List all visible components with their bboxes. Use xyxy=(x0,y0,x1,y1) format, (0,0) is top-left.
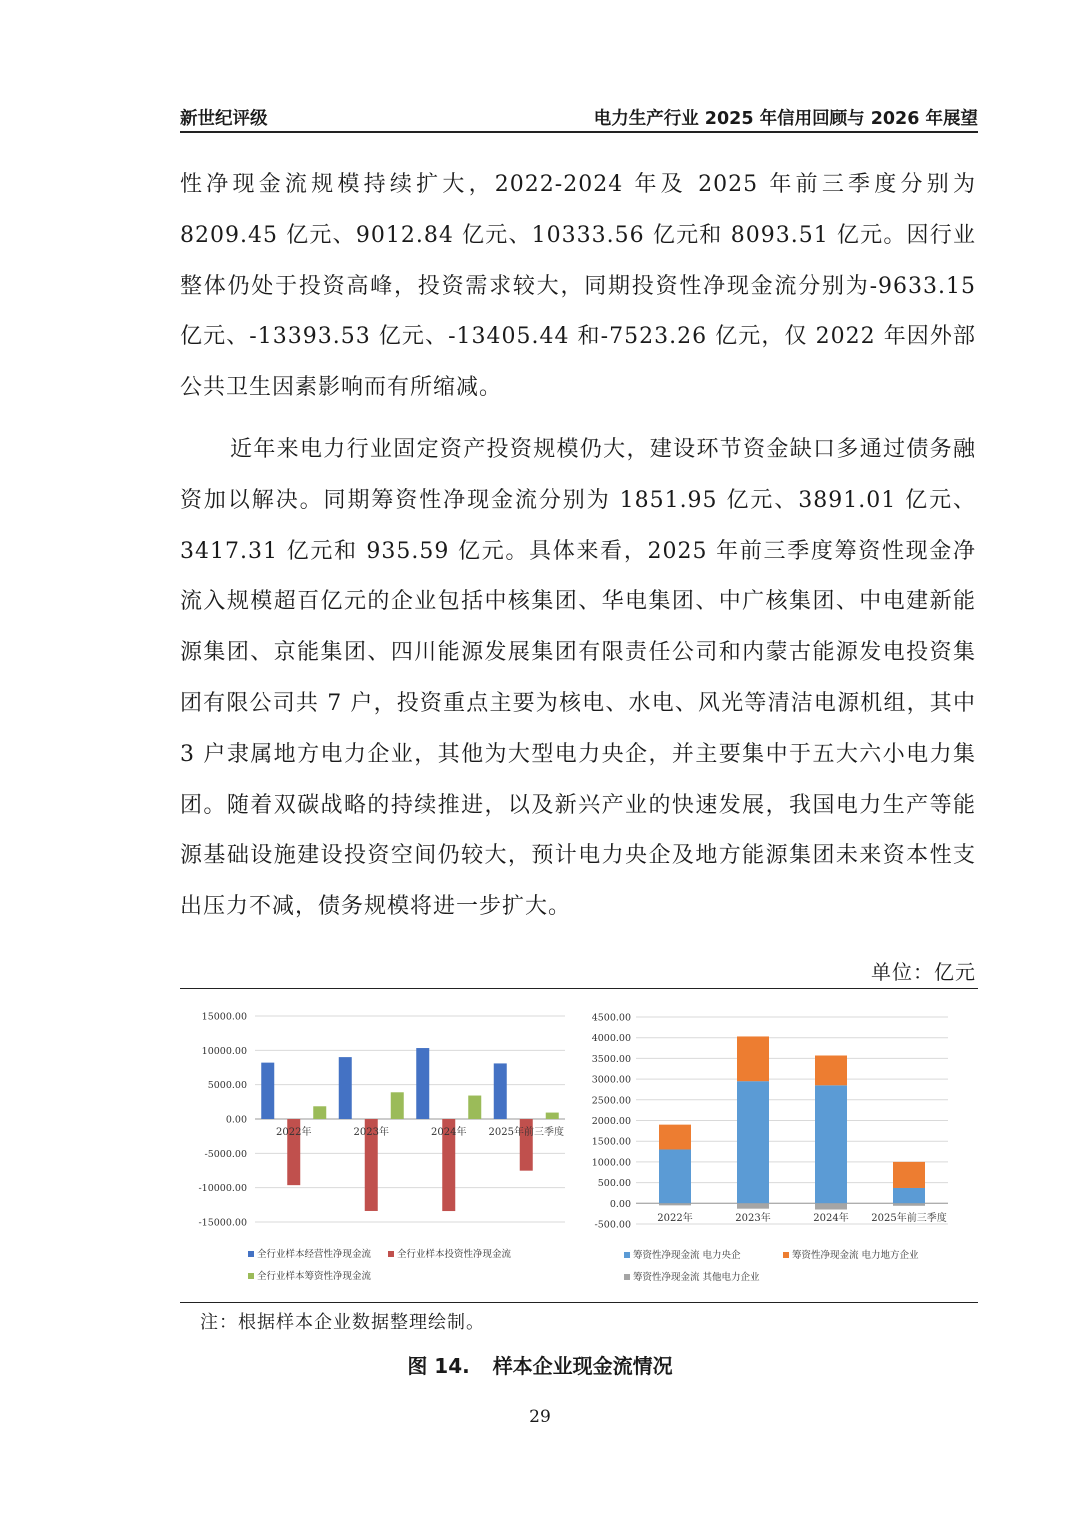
y-tick-label: 3000.00 xyxy=(591,1074,631,1086)
x-tick-label: 2023年 xyxy=(353,1127,389,1138)
x-tick-label: 2023年 xyxy=(735,1213,771,1224)
x-tick-label: 2022年 xyxy=(657,1213,693,1224)
stacked-bar-segment xyxy=(737,1036,769,1081)
legend-label: 筹资性净现金流 其他电力企业 xyxy=(633,1272,760,1283)
header-org: 新世纪评级 xyxy=(180,109,268,129)
stacked-bar-segment xyxy=(737,1203,769,1208)
legend-label: 筹资性净现金流 电力央企 xyxy=(633,1250,741,1261)
y-tick-label: 500.00 xyxy=(597,1178,631,1190)
legend-swatch xyxy=(624,1274,630,1280)
y-tick-label: 4000.00 xyxy=(591,1033,631,1045)
stacked-bar-segment xyxy=(893,1188,925,1203)
stacked-bar-segment xyxy=(815,1203,847,1209)
y-tick-label: 3500.00 xyxy=(591,1053,631,1065)
bar xyxy=(546,1113,559,1119)
y-tick-label: -10000.00 xyxy=(198,1183,247,1195)
figure-title: 样本企业现金流情况 xyxy=(492,1354,673,1378)
x-tick-label: 2022年 xyxy=(276,1127,312,1138)
bar xyxy=(339,1057,352,1119)
figure-caption xyxy=(0,1350,1080,1379)
figure-label: 图 14. xyxy=(407,1354,470,1378)
legend-label: 全行业样本筹资性净现金流 xyxy=(257,1271,372,1282)
legend-label: 全行业样本经营性净现金流 xyxy=(257,1249,372,1260)
legend-swatch xyxy=(624,1252,630,1258)
legend-swatch xyxy=(248,1251,254,1257)
x-tick-label: 2024年 xyxy=(431,1127,467,1138)
y-tick-label: 10000.00 xyxy=(201,1045,247,1057)
y-tick-label: 1000.00 xyxy=(591,1157,631,1169)
chart-cashflow-overall xyxy=(180,996,575,1296)
bar xyxy=(416,1048,429,1119)
page-number: 29 xyxy=(529,1407,551,1427)
stacked-bar-segment xyxy=(659,1125,691,1150)
figure-note: 注：根据样本企业数据整理绘制。 xyxy=(200,1312,485,1333)
y-tick-label: -15000.00 xyxy=(198,1217,247,1229)
stacked-bar-segment xyxy=(815,1085,847,1203)
x-tick-label: 2024年 xyxy=(813,1213,849,1224)
y-tick-label: 15000.00 xyxy=(201,1011,247,1023)
bar xyxy=(313,1106,326,1119)
x-tick-label: 2025年前三季度 xyxy=(871,1213,947,1224)
y-tick-label: -500.00 xyxy=(594,1219,631,1231)
y-tick-label: 5000.00 xyxy=(207,1080,247,1092)
figure-top-rule xyxy=(180,988,978,989)
page-header xyxy=(180,101,978,133)
legend-label: 筹资性净现金流 电力地方企业 xyxy=(792,1250,919,1261)
y-tick-label: 2000.00 xyxy=(591,1116,631,1127)
y-tick-label: 0.00 xyxy=(225,1114,247,1126)
legend-swatch xyxy=(783,1252,789,1258)
bar xyxy=(261,1063,274,1119)
stacked-bar-segment xyxy=(737,1081,769,1203)
figure-bottom-rule xyxy=(180,1302,978,1303)
bar xyxy=(468,1096,481,1119)
bar xyxy=(494,1063,507,1119)
unit-label: 单位：亿元 xyxy=(871,960,976,984)
chart-financing-cashflow xyxy=(580,996,976,1296)
stacked-bar-segment xyxy=(659,1203,691,1205)
y-tick-label: 1500.00 xyxy=(591,1136,631,1148)
y-tick-label: 2500.00 xyxy=(591,1095,631,1107)
stacked-bar-segment xyxy=(659,1149,691,1203)
y-tick-label: 0.00 xyxy=(609,1198,631,1210)
header-title: 电力生产行业 2025 年信用回顾与 2026 年展望 xyxy=(593,109,978,129)
legend-swatch xyxy=(248,1273,254,1279)
bar xyxy=(391,1092,404,1119)
stacked-bar-segment xyxy=(893,1162,925,1188)
paragraph-1: 性净现金流规模持续扩大，2022-2024 年及 2025 年前三季度分别为 8209.45 亿元、9012.84 亿元、10333.56 亿元和 8093.51 亿元。因行业整体仍处于投资高峰，投资需求较大，同期投资性净现金流分别为-9633.15 亿元、-13393.53 亿元、-13405.44 和-7523.26 亿元，仅 2022 年因外部公共卫生因素影响而有所缩减。 xyxy=(180,172,976,401)
legend-swatch xyxy=(388,1251,394,1257)
x-tick-label: 2025年前三季度 xyxy=(488,1127,564,1138)
paragraph-2: 近年来电力行业固定资产投资规模仍大，建设环节资金缺口多通过债务融资加以解决。同期筹资性净现金流分别为 1851.95 亿元、3891.01 亿元、3417.31 亿元和 935.59 亿元。具体来看，2025 年前三季度筹资性现金净流入规模超百亿元的企业包括中核集团、华电集团、中广核集团、中电建新能源集团、京能集团、四川能源发展集团有限责任公司和内蒙古能源发电投资集团有限公司共 7 户，投资重点主要为核电、水电、风光等清洁电源机组，其中 3 户隶属地方电力企业，其他为大型电力央企，并主要集中于五大六小电力集团。随着双碳战略的持续推进，以及新兴产业的快速发展，我国电力生产等能源基础设施建设投资空间仍较大，预计电力央企及地方能源集团未来资本性支出压力不减，债务规模将进一步扩大。 xyxy=(180,437,976,920)
stacked-bar-segment xyxy=(815,1056,847,1086)
legend-label: 全行业样本投资性净现金流 xyxy=(397,1249,512,1260)
y-tick-label: -5000.00 xyxy=(204,1148,247,1160)
y-tick-label: 4500.00 xyxy=(591,1012,631,1024)
stacked-bar-segment xyxy=(893,1203,925,1205)
